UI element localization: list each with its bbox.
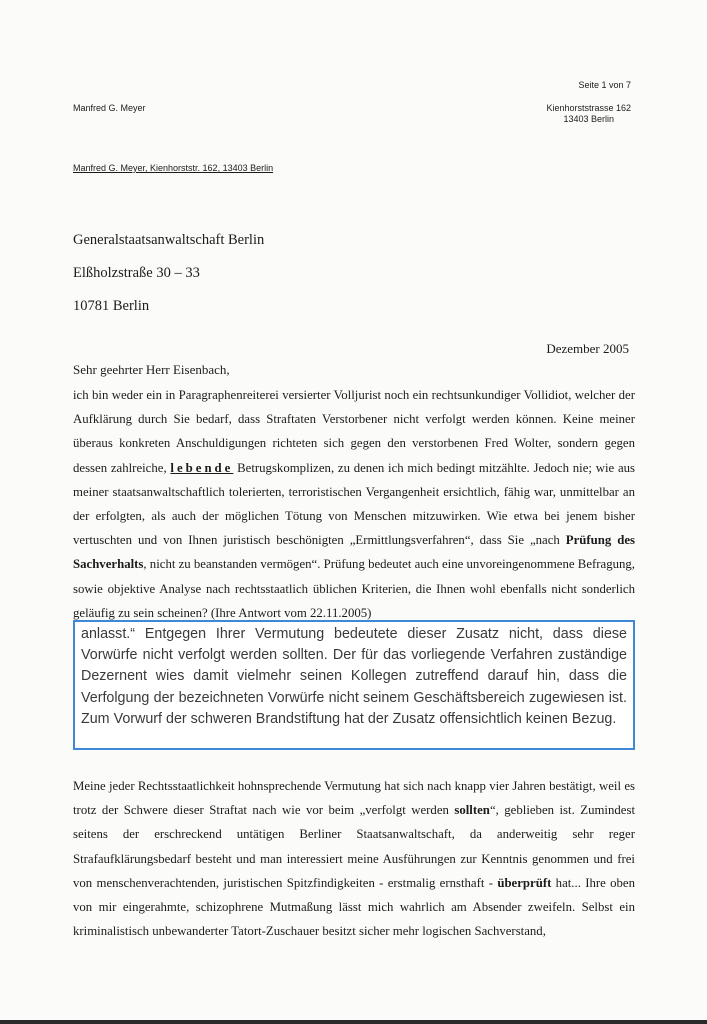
emphasized-word: lebende	[170, 460, 234, 475]
body1-text-b: Betrugskomplizen, zu denen ich mich bedingt mitzählte. Jedoch nie; wie aus meiner staatsanwaltschaftlich tolerierten, terroristischen Vergangenheit ersichtlich, fähig war, unmittelbar an der erfolgten, als auch der möglichen Tötung von Menschen mitzuwirken. Wie etwa bei jenem bisher vertuschten und von Ihnen juristisch beschönigten „Ermittlungsverfahren“, dass Sie „nach	[73, 460, 635, 548]
sender-name: Manfred G. Meyer	[73, 103, 146, 113]
sender-address	[546, 103, 631, 125]
body2-text-c: hat... Ihre oben von mir eingerahmte, schizophrene Mutmaßung lässt mich wahrlich am Absender zweifeln. Selbst ein kriminalistisch unbewanderter Tatort-Zuschauer besitzt sicher mehr logischen Sachverstand,	[73, 875, 636, 939]
salutation: Sehr geehrter Herr Eisenbach,	[73, 362, 230, 377]
recipient-street: Elßholzstraße 30 – 33	[73, 265, 200, 281]
bold-word-sollten: sollten	[454, 803, 490, 818]
bold-word-ueberprueft: überprüft	[497, 875, 552, 890]
page-bottom-edge	[0, 1020, 707, 1024]
recipient-name: Generalstaatsanwaltschaft Berlin	[73, 232, 265, 248]
sender-street: Kienhorststrasse 162	[546, 103, 631, 113]
quoted-excerpt-text: anlasst.“ Entgegen Ihrer Vermutung bedeutete dieser Zusatz nicht, dass diese Vorwürfe nicht verfolgt werden sollten. Der für das vorliegende Verfahren zuständige Dezernent wies damit vielmehr seinen Kollegen zutreffend darauf hin, dass die Verfolgung der bezeichneten Vorwürfe nicht seinem Geschäftsbereich zugewiesen ist. Zum Vorwurf der schweren Brandstiftung hat der Zusatz offensichtlich keinen Bezug.	[81, 626, 627, 727]
body2-text-a: Meine jeder Rechtsstaatlichkeit hohnsprechende Vermutung hat sich nach knapp vier Jahren bestätigt, weil es trotz der Schwere dieser Straftat nach wie vor beim „verfolgt werden	[73, 779, 635, 818]
bold-phrase: Prüfung des Sachverhalts	[73, 533, 636, 572]
body1-text-c: , nicht zu beanstanden vermögen“. Prüfung bedeutet auch eine unvoreingenommene Befragung, sowie objektive Analyse nach rechtsstaatlich üblichen Kriterien, die Ihnen wohl ebenfalls nicht sonderlich geläufig zu sein scheinen? (Ihre Antwort vom 22.11.2005)	[73, 557, 635, 620]
return-address-line: Manfred G. Meyer, Kienhorststr. 162, 13403 Berlin	[73, 163, 274, 173]
letter-date: Dezember 2005	[546, 341, 629, 356]
body-paragraph-2	[73, 774, 635, 943]
body1-text-a: ich bin weder ein in Paragraphenreiterei versierter Volljurist noch ein rechtsunkundiger Vollidiot, welcher der Aufklärung durch Sie bedarf, dass Straftaten Verstorbener nicht verfolgt werden können. Keine meiner überaus konkreten Anschuldigungen richteten sich gegen den verstorbenen Fred Wolter, sondern gegen dessen zahlreiche,	[73, 388, 635, 475]
page-number: Seite 1 von 7	[578, 80, 631, 90]
recipient-city: 10781 Berlin	[73, 298, 150, 314]
body2-text-b: “, geblieben ist. Zumindest seitens der erschreckend untätigen Berliner Staatsanwaltschaft, da anderweitig sehr reger Strafaufklärungsbedarf besteht und man interessiert meine Ausführungen zur Kenntnis genommen und frei von menschenverachtenden, juristischen Spitzfindigkeiten - erstmalig ernsthaft -	[73, 803, 635, 890]
body-paragraph-1	[73, 383, 635, 625]
quoted-excerpt-box	[73, 620, 635, 750]
sender-city: 13403 Berlin	[563, 114, 614, 124]
